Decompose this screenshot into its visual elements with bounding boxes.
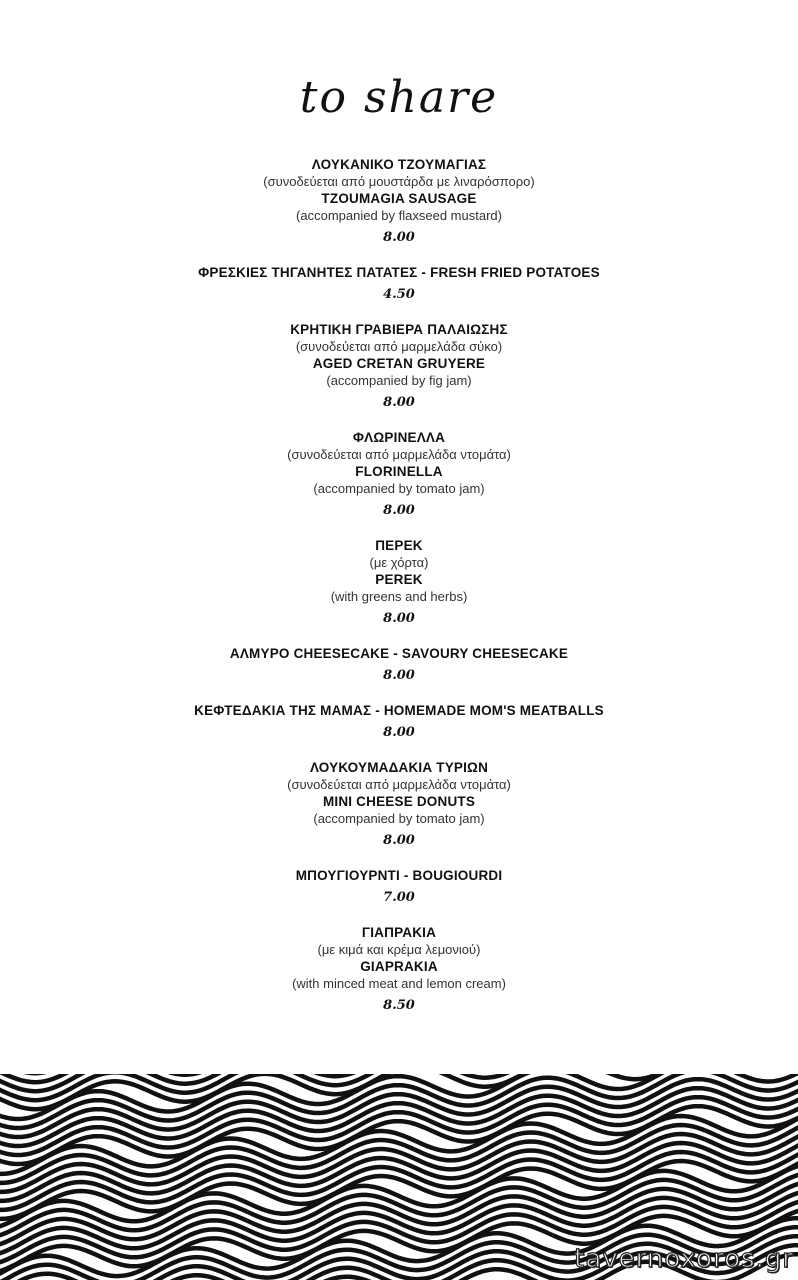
item-name-english: AGED CRETAN GRUYERE (312, 356, 486, 371)
item-description-greek: (συνοδεύεται από μουστάρδα με λιναρόσπορο) (263, 174, 535, 189)
menu-item (0, 924, 798, 1014)
menu-title: to share (299, 72, 499, 123)
item-description-greek: (με κιμά και κρέμα λεμονιού) (317, 942, 481, 957)
item-price: 8.00 (383, 503, 415, 518)
item-description-english: (with greens and herbs) (330, 589, 468, 604)
watermark: tavernoxoros.gr (574, 1244, 794, 1274)
item-description-greek: (συνοδεύεται από μαρμελάδα ντομάτα) (287, 777, 511, 792)
item-price: 8.00 (383, 395, 415, 410)
item-description-english: (accompanied by tomato jam) (313, 481, 485, 496)
item-name-greek: ΦΛΩΡΙΝΕΛΛΑ (352, 430, 446, 445)
item-name-greek: ΚΡΗΤΙΚΗ ΓΡΑΒΙΕΡΑ ΠΑΛΑΙΩΣΗΣ (290, 322, 508, 337)
item-price: 8.00 (383, 833, 415, 848)
menu-items (0, 156, 798, 1032)
menu-item (0, 429, 798, 519)
menu-item (0, 537, 798, 627)
item-name: ΜΠΟΥΓΙΟΥΡΝΤΙ - BOUGIOURDI (295, 868, 503, 883)
menu-item (0, 759, 798, 849)
item-name-english: FLORINELLA (355, 464, 443, 479)
item-price: 8.00 (383, 668, 415, 683)
menu-item (0, 321, 798, 411)
item-name: ΚΕΦΤΕΔΑΚΙΑ ΤΗΣ ΜΑΜΑΣ - HOMEMADE MOM'S MEATBALLS (194, 703, 604, 718)
menu-item (0, 264, 798, 303)
item-description-greek: (συνοδεύεται από μαρμελάδα ντομάτα) (287, 447, 511, 462)
item-name-english: MINI CHEESE DONUTS (322, 794, 476, 809)
item-name-greek: ΛΟΥΚΟΥΜΑΔΑΚΙΑ ΤΥΡΙΩΝ (309, 760, 489, 775)
item-name: ΦΡΕΣΚΙΕΣ ΤΗΓΑΝΗΤΕΣ ΠΑΤΑΤΕΣ - FRESH FRIED POTATOES (198, 265, 600, 280)
item-description-greek: (συνοδεύεται από μαρμελάδα σύκο) (295, 339, 503, 354)
item-description-english: (accompanied by flaxseed mustard) (296, 208, 502, 223)
item-price: 8.50 (383, 998, 415, 1013)
menu-item (0, 645, 798, 684)
item-description-english: (accompanied by tomato jam) (313, 811, 485, 826)
menu-item (0, 156, 798, 246)
item-name-english: PEREK (375, 572, 423, 587)
item-price: 4.50 (383, 287, 415, 302)
item-name-english: TZOUMAGIA SAUSAGE (321, 191, 477, 206)
item-name-greek: ΛΟΥΚΑΝΙΚΟ ΤΖΟΥΜΑΓΙΑΣ (311, 157, 487, 172)
item-price: 8.00 (383, 725, 415, 740)
item-description-english: (with minced meat and lemon cream) (292, 976, 506, 991)
item-name-greek: ΓΙΑΠΡΑΚΙΑ (361, 925, 437, 940)
item-price: 7.00 (383, 890, 415, 905)
item-description-greek: (με χόρτα) (369, 555, 429, 570)
item-price: 8.00 (383, 611, 415, 626)
item-name-english: GIAPRAKIA (360, 959, 438, 974)
item-price: 8.00 (383, 230, 415, 245)
menu-item (0, 702, 798, 741)
item-name: ΑΛΜΥΡΟ CHEESECAKE - SAVOURY CHEESECAKE (229, 646, 569, 661)
item-description-english: (accompanied by fig jam) (326, 373, 472, 388)
menu-item (0, 867, 798, 906)
item-name-greek: ΠΕΡΕΚ (375, 538, 423, 553)
